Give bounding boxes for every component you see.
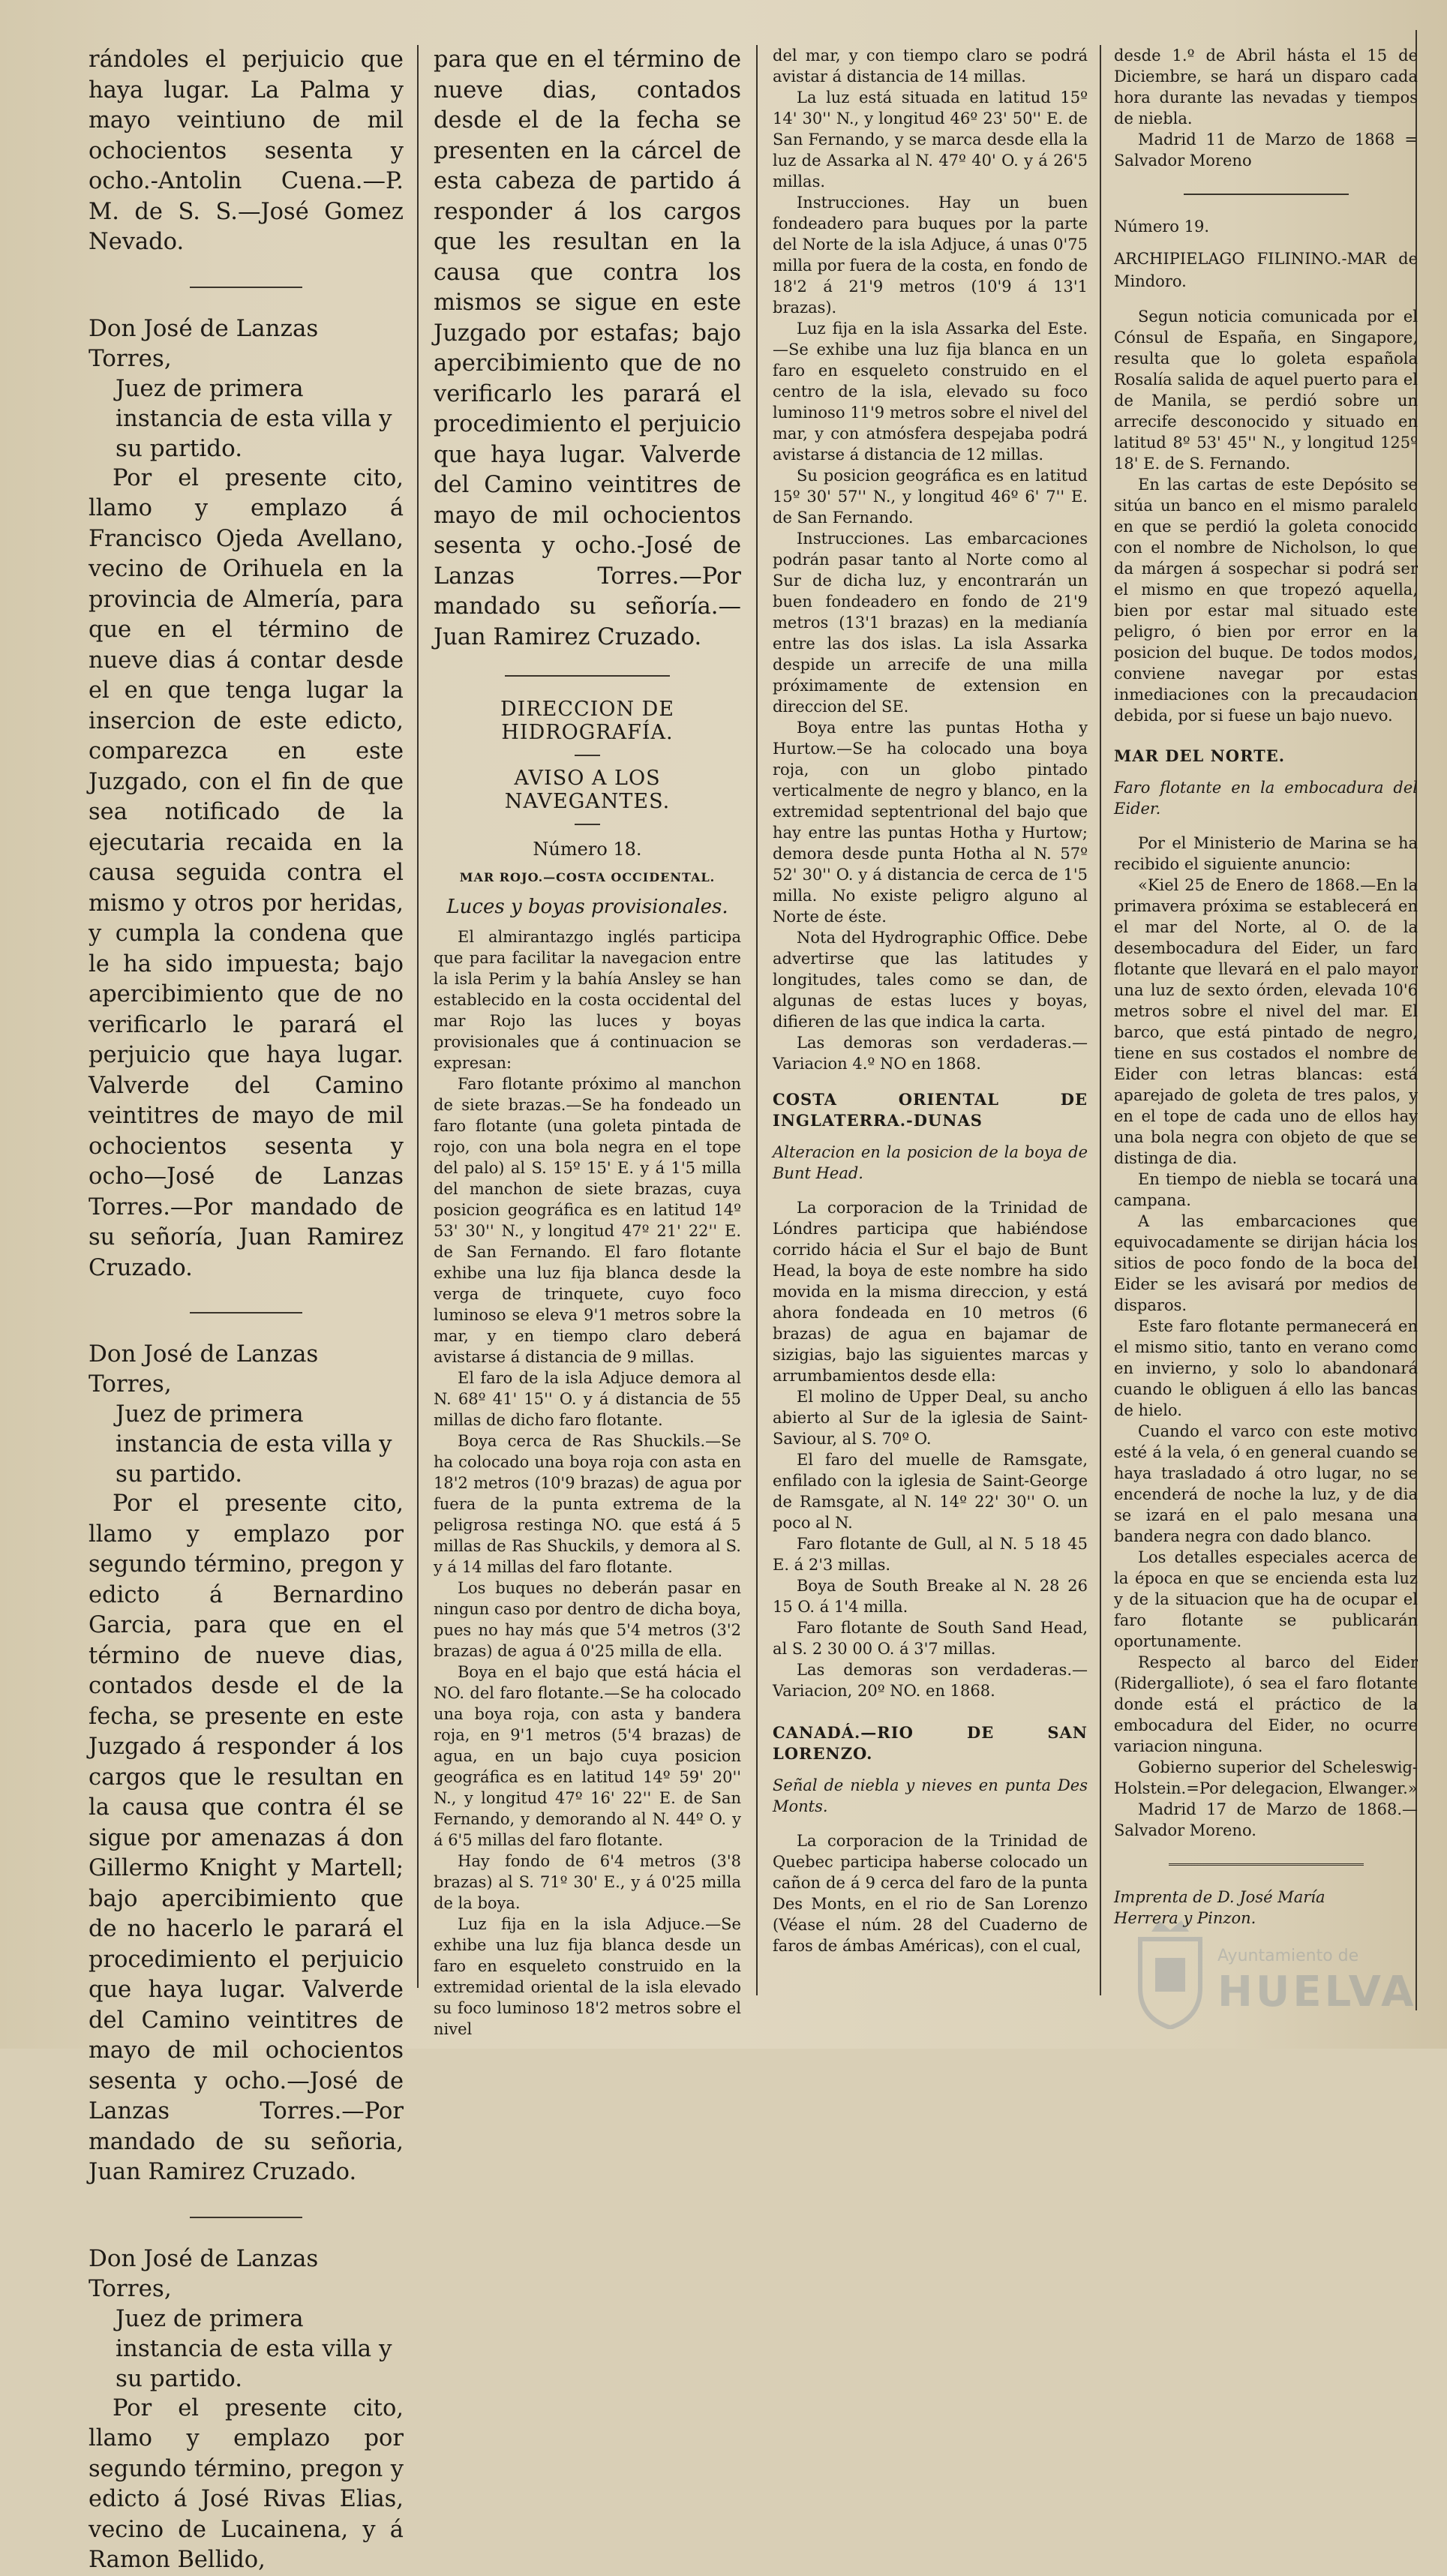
archive-watermark <box>1129 1917 1417 2029</box>
watermark-line1: Ayuntamiento de <box>1217 1947 1359 1965</box>
notice-paragraph: Luz fija en la isla Adjuce.—Se exhibe una luz fija blanca desde un faro en esqueleto construido en la extremidad oriental de la isla elevado su foco luminoso 18'2 metros sobre el nivel <box>434 1915 741 2038</box>
separator <box>1169 1863 1364 1867</box>
notice-paragraph: La corporacion de la Trinidad de Lóndres participa que habiéndose corrido hácia el Sur el bajo de Bunt Head, la boya de este nombre ha sido movida en la misma direccion, y está ahora fondeada en 10 metros (6 brazas) de agua en bajamar de sizigias, bajo las siguientes marcas y arrumbamientos desde ella: <box>773 1199 1088 1385</box>
section-subtitle: AVISO A LOS NAVEGANTES. <box>504 767 671 813</box>
notice-paragraph: Boya cerca de Ras Shuckils.—Se ha colocado una boya roja con asta en 18'2 metros (10'9 brazas) de agua por fuera de la punta extrema de la peligrosa restinga NO. que está á 5 millas de Ras Shuckils, y demora al S. y á 14 millas del faro flotante. <box>434 1432 741 1576</box>
notice-paragraph: Cuando el varco con este motivo esté á la vela, ó en general cuando se haya trasladado á otro lugar, no se encenderá de noche la luz, y de dia se izará en el palo mesana una bandera negra con dado blanco. <box>1114 1422 1418 1545</box>
notice-paragraph: Madrid 11 de Marzo de 1868 = Salvador Moreno <box>1114 131 1418 170</box>
notice-paragraph: desde 1.º de Abril hásta el 15 de Diciembre, se hará un disparo cada hora durante las nevadas y tiempos de niebla. <box>1114 47 1418 128</box>
notice-number: Número 19. <box>1114 218 1209 236</box>
notice-paragraph: Boya de South Breake al N. 28 26 15 O. á 1'4 milla. <box>773 1577 1088 1616</box>
notice-paragraph: Los buques no deberán pasar en ningun caso por dentro de dicha boya, pues no hay más que 5'4 metros (3'2 brazas) de agua á 0'25 milla de ella. <box>434 1579 741 1660</box>
notice-paragraph: La luz está situada en latitud 15º 14' 30'' N., y longitud 46º 23' 50'' E. de San Fernando, y se marca desde ella la luz de Assarka al N. 47º 40' O. y á 26'5 millas. <box>773 89 1088 191</box>
notice-paragraph: Respecto al barco del Eider (Ridergalliote), ó sea el faro flotante donde está el práctico de la embocadura del Eider, no ocurre variacion ninguna. <box>1114 1653 1418 1755</box>
edict-subheading: Juez de primera instancia de esta villa y su partido. <box>116 2304 392 2392</box>
edict-body: Por el presente cito, llamo y emplazo por segundo término, pregon y edicto á Bernardino Garcia, para que en el término de nueve dias, contados desde el de la fecha, se presente en este Juzgado á responder á los cargos que le resultan en la causa que contra él se sigue por amenazas á don Gillermo Knight y Martell; bajo apercibimiento que de no hacerlo le parará el procedimiento el perjuicio que haya lugar. Valverde del Camino veintitres de mayo de mil ochocientos sesenta y ocho.—José de Lanzas Torres.—Por mandado de su señoria, Juan Ramirez Cruzado. <box>89 1491 404 2185</box>
printer-imprint: Imprenta de D. José María <box>1114 1888 1325 1906</box>
edict-heading: Don José de Lanzas Torres, <box>89 2244 319 2302</box>
column-1 <box>89 45 404 2576</box>
separator <box>505 675 670 677</box>
section-title: DIRECCION DE HIDROGRAFÍA. <box>500 698 675 744</box>
separator <box>575 824 600 825</box>
notice-paragraph: Este faro flotante permanecerá en el mismo sitio, tanto en verano como en invierno, y solo lo abandonará cuando le obliguen á ello las bancas de hielo. <box>1114 1317 1418 1419</box>
notice-paragraph: Hay fondo de 6'4 metros (3'8 brazas) al S. 71º 30' E., y á 0'25 milla de la boya. <box>434 1852 741 1912</box>
edict-subheading: Juez de primera instancia de esta villa y su partido. <box>116 1401 392 1488</box>
column-rule <box>756 45 758 1995</box>
notice-paragraph: Faro flotante de South Sand Head, al S. 2 30 00 O. á 3'7 millas. <box>773 1619 1088 1658</box>
notice-region: MAR ROJO.—COSTA OCCIDENTAL. <box>459 870 716 884</box>
notice-paragraph: Por el Ministerio de Marina se ha recibido el siguiente anuncio: <box>1114 834 1418 873</box>
notice-paragraph: En las cartas de este Depósito se sitúa un banco en el mismo paralelo en que se perdió la goleta conocido con el nombre de Nicholson, lo que da márgen á sospechar si podrá ser el mismo en que tropezó aquella, bien por estar mal situado este peligro, ó bien por error en la posicion del buque. De todos modos, conviene navegar por estas inmediaciones con la precaudacion debida, por si fuese un bajo nuevo. <box>1114 476 1418 725</box>
notice-number: Número 18. <box>533 839 642 860</box>
notice-paragraph: El molino de Upper Deal, su ancho abierto al Sur de la iglesia de Saint-Saviour, al S. 70º O. <box>773 1388 1088 1448</box>
notice-paragraph: Instrucciones. Las embarcaciones podrán pasar tanto al Norte como al Sur de dicha luz, y encontrarán un buen fondeadero en fondo de 21'9 metros (13'1 brazas) en la medianía entre las dos islas. La isla Assarka despide un arrecife de una milla próximamente de extension en direccion del SE. <box>773 530 1088 716</box>
notice-paragraph: Faro flotante próximo al manchon de siete brazas.—Se ha fondeado un faro flotante (una goleta pintada de rojo, con una bola negra en el tope del palo) al S. 15º 15' E. y á 1'5 milla del manchon de siete brazas, cuya posicion geográfica es en latitud 14º 53' 30'' N., y longitud 47º 21' 22'' E. de San Fernando. El faro flotante exhibe una luz fija blanca desde la verga de trinquete, cuyo foco luminoso se eleva 9'1 metros sobre la mar, y en tiempo claro deberá avistarse á distancia de 9 millas. <box>434 1075 741 1366</box>
edict-body: Por el presente cito, llamo y emplazo por segundo término, pregon y edicto á José Rivas Elias, vecino de Lucainena, y á Ramon Bellido, <box>89 2394 404 2573</box>
edict-continuation: para que en el término de nueve dias, contados desde el de la fecha se presenten en la cárcel de esta cabeza de partido á responder á los cargos que les resultan en la causa que contra los mismos se sigue en este Juzgado por estafas; bajo apercibimiento que de no verificarlo les parará el procedimiento el perjuicio que haya lugar. Valverde del Camino veintitres de mayo de mil ochocientos sesenta y ocho.-José de Lanzas Torres.—Por mandado su señoría.—Juan Ramirez Cruzado. <box>434 47 741 650</box>
printer-imprint: Herrera y Pinzon. <box>1114 1909 1256 1927</box>
notice-title: Alteracion en la posicion de la boya de Bunt Head. <box>773 1143 1088 1182</box>
notice-title: Faro flotante en la embocadura del Eider. <box>1114 779 1418 818</box>
notice-paragraph: Su posicion geográfica es en latitud 15º 30' 57'' N., y longitud 46º 6' 7'' E. de San Fernando. <box>773 467 1088 527</box>
notice-paragraph: Gobierno superior del Scheleswig-Holstein.=Por delegacion, Elwanger.» <box>1114 1758 1418 1797</box>
coat-of-arms-icon <box>1129 1917 1211 2029</box>
notice-paragraph: Nota del Hydrographic Office. Debe advertirse que las latitudes y longitudes, tales como se dan, de algunas de estas luces y boyas, difieren de las que indica la carta. <box>773 929 1088 1031</box>
separator <box>190 1312 302 1314</box>
edict-subheading: Juez de primera instancia de esta villa y su partido. <box>116 374 392 462</box>
edict-body: Por el presente cito, llamo y emplazo á Francisco Ojeda Avellano, vecino de Orihuela en la provincia de Almería, para que en el término de nueve dias á contar desde el en que tenga lugar la insercion de este edicto, comparezca en este Juzgado, con el fin de que sea notificado de la ejecutaria recaida en la causa seguida contra el mismo y otros por heridas, y cumpla la condena que le ha sido impuesta; bajo apercibimiento que de no verificarlo le parará el perjuicio que haya lugar. Valverde del Camino veintitres de mayo de mil ochocientos sesenta y ocho—José de Lanzas Torres.—Por mandado de su señoría, Juan Ramirez Cruzado. <box>89 464 404 1281</box>
notice-region: COSTA ORIENTAL DE INGLATERRA.-DUNAS <box>773 1090 1088 1130</box>
separator <box>190 287 302 288</box>
notice-title: Señal de niebla y nieves en punta Des Monts. <box>773 1776 1088 1815</box>
notice-paragraph: Instrucciones. Hay un buen fondeadero para buques por la parte del Norte de la isla Adjuce, á unas 0'75 milla por fuera de la costa, en fondo de 18'2 á 21'9 metros (10'9 á 13'1 brazas). <box>773 194 1088 317</box>
notice-paragraph: A las embarcaciones que equivocadamente se dirijan hácia los sitios de poco fondo de la boca del Eider se les avisará por medios de disparos. <box>1114 1212 1418 1314</box>
separator <box>575 755 600 756</box>
notice-paragraph: Boya entre las puntas Hotha y Hurtow.—Se ha colocado una boya roja, con un globo pintado verticalmente de negro y blanco, en la extremidad septentrional del bajo que hay entre las puntas Hotha y Hurtow; demora desde punta Hotha al N. 57º 52' 30'' O. y á distancia de cerca de 1'5 milla. No existe peligro alguno al Norte de éste. <box>773 719 1088 926</box>
notice-paragraph: del mar, y con tiempo claro se podrá avistar á distancia de 14 millas. <box>773 47 1088 86</box>
notice-paragraph: Faro flotante de Gull, al N. 5 18 45 E. á 2'3 millas. <box>773 1535 1088 1574</box>
notice-region: CANADÁ.—RIO DE SAN LORENZO. <box>773 1723 1088 1763</box>
column-rule <box>1100 45 1101 1995</box>
notice-paragraph: El almirantazgo inglés participa que para facilitar la navegacion entre la isla Perim y la bahía Ansley se han establecido en la costa occidental del mar Rojo las luces y boyas provisionales que á continuacion se expresan: <box>434 928 741 1072</box>
notice-paragraph: La corporacion de la Trinidad de Quebec participa haberse colocado un cañon de á 9 cerca del faro de la punta Des Monts, en el rio de San Lorenzo (Véase el núm. 28 del Cuaderno de faros de ámbas Américas), con el cual, <box>773 1832 1088 1955</box>
separator <box>1184 194 1349 195</box>
column-4 <box>1114 45 1418 1929</box>
edict-heading: Don José de Lanzas Torres, <box>89 1341 319 1398</box>
edict-heading: Don José de Lanzas Torres, <box>89 314 319 372</box>
column-3 <box>773 45 1088 1956</box>
column-2 <box>434 45 741 2040</box>
notice-paragraph: Las demoras son verdaderas.—Variacion, 20º NO. en 1868. <box>773 1661 1088 1700</box>
separator <box>190 2217 302 2218</box>
notice-title: Luces y boyas provisionales. <box>446 896 728 918</box>
notice-paragraph: Boya en el bajo que está hácia el NO. del faro flotante.—Se ha colocado una boya roja, con asta y bandera roja, en 9'1 metros (5'4 brazas) de agua, en un bajo cuya posicion geográfica es en latitud 14º 59' 20'' N., y longitud 47º 16' 22'' E. de San Fernando, y demorando al N. 44º O. y á 6'5 millas del faro flotante. <box>434 1663 741 1849</box>
notice-region: MAR DEL NORTE. <box>1114 746 1286 765</box>
notice-paragraph: Las demoras son verdaderas.—Variacion 4.º NO en 1868. <box>773 1034 1088 1073</box>
notice-paragraph: Madrid 17 de Marzo de 1868.—Salvador Moreno. <box>1114 1800 1418 1839</box>
notice-paragraph: En tiempo de niebla se tocará una campana. <box>1114 1170 1418 1209</box>
notice-paragraph: El faro de la isla Adjuce demora al N. 68º 41' 15'' O. y á distancia de 55 millas de dicho faro flotante. <box>434 1369 741 1429</box>
notice-paragraph: Luz fija en la isla Assarka del Este.—Se exhibe una luz fija blanca en un faro en esqueleto construido en el centro de la isla, elevado su foco luminoso 11'9 metros sobre el nivel del mar, y con atmósfera despejaba podrá avistarse á distancia de 12 millas. <box>773 320 1088 464</box>
column-rule <box>417 45 419 1988</box>
notice-paragraph: «Kiel 25 de Enero de 1868.—En la primavera próxima se establecerá en el mar del Norte, al O. de la desembocadura del Eider, un faro flotante que llevará en el palo mayor una luz de sexto órden, elevada 10'6 metros sobre el nivel del mar. El barco, que está pintado de negro, tiene en sus costados el nombre de Eider con letras blancas: está aparejado de goleta de tres palos, y en el tope de cada uno de ellos hay una bola negra con objeto de que se distinga de dia. <box>1114 876 1418 1167</box>
notice-paragraph: Los detalles especiales acerca de la época en que se encienda esta luz y de la situacion que ha de ocupar el faro flotante se publicarán oportunamente. <box>1114 1548 1418 1650</box>
notice-title: ARCHIPIELAGO FILININO.-MAR de Mindoro. <box>1114 250 1418 290</box>
notice-paragraph: El faro del muelle de Ramsgate, enfilado con la iglesia de Saint-George de Ramsgate, al N. 14º 22' 30'' O. un poco al N. <box>773 1451 1088 1532</box>
notice-paragraph: Segun noticia comunicada por el Cónsul de España, en Singapore, resulta que lo goleta española Rosalía salida de aquel puerto para el de Manila, se perdió sobre un arrecife desconocido y situado en latitud 8º 53' 45'' N., y longitud 125º 18' E. de S. Fernando. <box>1114 308 1418 473</box>
watermark-line2: HUELVA <box>1217 1968 1417 2016</box>
edict-continuation: rándoles el perjuicio que haya lugar. La Palma y mayo veintiuno de mil ochocientos sesenta y ocho.-Antolin Cuena.—P. M. de S. S.—José Gomez Nevado. <box>89 47 404 255</box>
